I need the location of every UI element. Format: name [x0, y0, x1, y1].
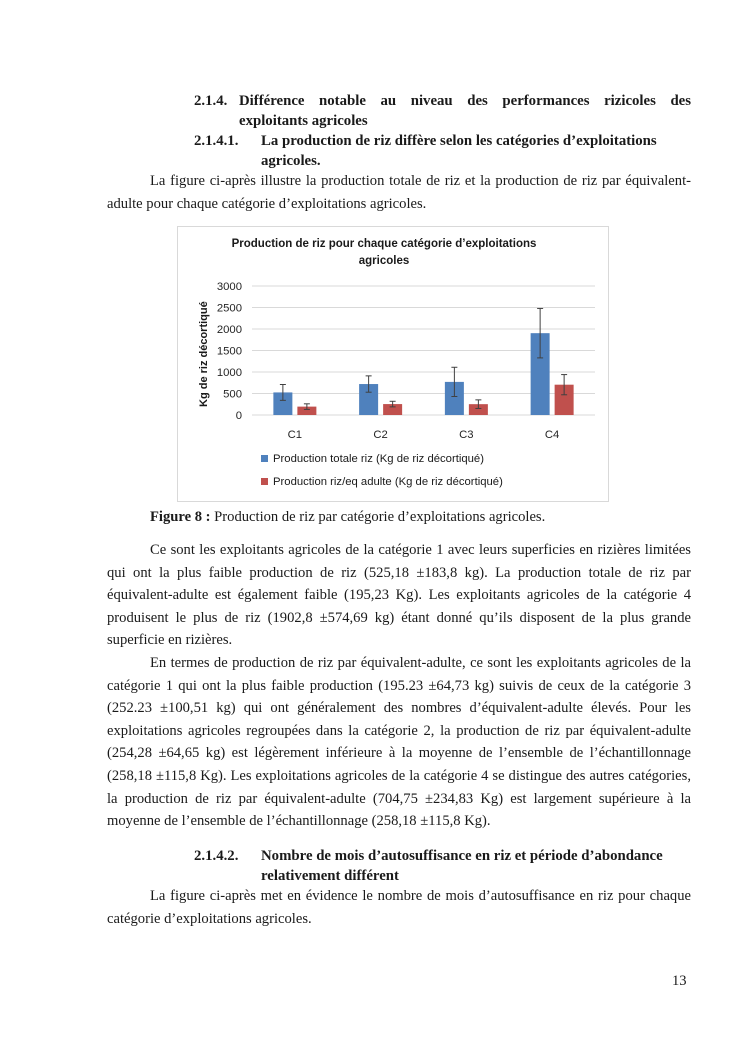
subsection-title-line1: La production de riz diffère selon les catégories d’exploitations — [261, 133, 657, 149]
figure-label: Figure 8 : — [150, 509, 211, 525]
subsection-title-line2: agricoles. — [261, 153, 321, 169]
y-axis-label: Kg de riz décortiqué — [198, 301, 210, 407]
body-paragraph-1: Ce sont les exploitants agricoles de la catégorie 1 avec leurs superficies en rizières limitées qui ont la plus faible production de riz (525,18 ±183,8 kg). La production totale de riz par équivalent-adulte est également faible (195,23 Kg). Les exploitants agricoles de la catégorie 4 produisent le plus de riz (1902,8 ±574,69 kg) étant donné qu’ils disposent de la plus grande superficie en rizières. — [107, 542, 691, 649]
chart-title-line1: Production de riz pour chaque catégorie d’exploitations — [231, 238, 537, 250]
section-heading — [194, 91, 691, 131]
section-title-line1: Différence notable au niveau des performances rizicoles des — [239, 93, 691, 109]
legend-item-total — [261, 452, 503, 475]
legend-swatch-red-icon — [261, 478, 268, 485]
x-tick-label: C2 — [373, 429, 388, 441]
subsection-heading — [194, 131, 691, 171]
legend-item-per-adult — [261, 475, 503, 498]
figure-caption — [150, 507, 545, 527]
legend-label-total: Production totale riz (Kg de riz décortiqué) — [273, 453, 484, 465]
subsection-2-number: 2.1.4.2. — [194, 848, 239, 864]
closing-paragraph: La figure ci-après met en évidence le nombre de mois d’autosuffisance en riz pour chaque catégorie d’exploitations agricoles. — [107, 888, 691, 927]
x-tick-label: C3 — [459, 429, 474, 441]
legend-swatch-blue-icon — [261, 455, 268, 462]
y-tick-label: 500 — [223, 388, 242, 401]
legend-label-per-adult: Production riz/eq adulte (Kg de riz décortiqué) — [273, 476, 503, 488]
page-number: 13 — [672, 973, 687, 989]
section-title-line2: exploitants agricoles — [239, 113, 368, 129]
subsection-number: 2.1.4.1. — [194, 133, 239, 149]
subsection-2-title-line1: Nombre de mois d’autosuffisance en riz et période d’abondance — [261, 848, 663, 864]
y-tick-label: 1000 — [216, 367, 242, 379]
x-tick-label: C1 — [287, 429, 303, 441]
figure-caption-text: Production de riz par catégorie d’exploitations agricoles. — [210, 509, 546, 525]
bar-chart — [177, 226, 609, 502]
subsection-heading-2 — [194, 846, 691, 886]
chart-title-line2: agricoles — [358, 255, 410, 267]
chart-legend — [261, 452, 503, 498]
y-tick-label: 3000 — [216, 281, 242, 293]
body-paragraph-2: En termes de production de riz par équivalent-adulte, ce sont les exploitants agricoles de la catégorie 1 qui ont la plus faible production (195.23 ±64,73 kg) suivis de ceux de la catégorie 3 (252.23 ±100,51 kg) qui ont généralement des nombres d’équivalent-adulte élevés. Pour les exploitations agricoles regroupées dans la catégorie 2, la production de riz par équivalent-adulte (254,28 ±64,65 kg) est légèrement inférieure à la moyenne de l’ensemble de l’échantillonnage (258,18 ±115,8 Kg). Les exploitations agricoles de la catégorie 4 se distingue des autres catégories, la production de riz par équivalent-adulte (704,75 ±234,83 Kg) est largement supérieure à la moyenne de l’ensemble de l’échantillonnage (258,18 ±115,8 Kg). — [107, 655, 691, 830]
x-tick-label: C4 — [544, 429, 560, 441]
y-tick-label: 2500 — [216, 302, 242, 315]
intro-paragraph: La figure ci-après illustre la production totale de riz et la production de riz par équivalent-adulte pour chaque catégorie d’exploitations agricoles. — [107, 173, 691, 212]
subsection-2-title-line2: relativement différent — [261, 868, 399, 884]
y-tick-label: 0 — [235, 410, 242, 422]
section-number: 2.1.4. — [194, 93, 228, 109]
y-tick-label: 1500 — [216, 345, 242, 358]
y-tick-label: 2000 — [216, 324, 242, 336]
